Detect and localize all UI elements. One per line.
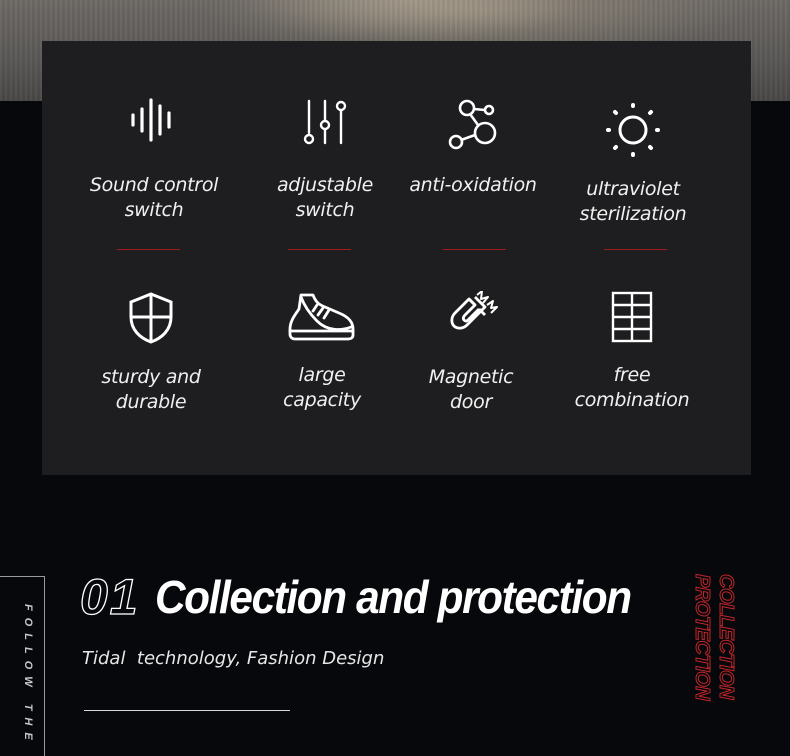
- side-text: FOLLOW THE: [22, 604, 34, 747]
- feature-label-line1: Sound control: [89, 174, 219, 196]
- feature-label-line2: switch: [295, 199, 355, 221]
- feature-divider: [443, 249, 506, 250]
- shield-icon: [127, 291, 175, 345]
- shoe-icon: [287, 291, 357, 343]
- feature-label-line2: durable: [115, 391, 187, 413]
- feature-divider: [117, 249, 180, 250]
- feature-label-line2: combination: [574, 389, 690, 411]
- feature-label-line2: sterilization: [579, 203, 687, 225]
- feature-divider: [288, 249, 351, 250]
- feature-magnetic-door: [392, 291, 550, 415]
- feature-label-line1: ultraviolet: [586, 178, 680, 200]
- feature-label-line1: sturdy and: [101, 366, 201, 388]
- feature-label-line1: free: [613, 364, 651, 386]
- feature-adjustable: [246, 97, 404, 223]
- vertical-word-protection: PROTECTION: [691, 574, 713, 701]
- subtitle-underline: [84, 710, 290, 711]
- section-number: 01: [80, 569, 140, 625]
- feature-label-line1: adjustable: [276, 174, 374, 196]
- feature-label-line1: anti-oxidation: [409, 174, 537, 196]
- feature-label-line1: large: [298, 364, 346, 386]
- grid-icon: [611, 291, 653, 343]
- sliders-icon: [300, 97, 350, 147]
- section-title: Collection and protection: [155, 571, 631, 623]
- sound-wave-icon: [129, 97, 179, 143]
- sun-icon: [603, 97, 663, 159]
- feature-sound-control: [75, 97, 233, 223]
- section-subtitle: Tidal technology, Fashion Design: [82, 648, 385, 669]
- feature-label-line2: switch: [124, 199, 184, 221]
- feature-label-line1: Magnetic: [428, 366, 514, 388]
- feature-divider: [604, 249, 667, 250]
- molecule-icon: [445, 97, 501, 151]
- feature-label-line2: capacity: [283, 389, 361, 411]
- feature-uv: [554, 97, 712, 227]
- vertical-word-collection: COLLECTION: [715, 574, 737, 699]
- magnet-icon: [443, 291, 499, 345]
- feature-sturdy: [72, 291, 230, 415]
- feature-label-line2: door: [450, 391, 492, 413]
- feature-anti-oxidation: [394, 97, 552, 198]
- feature-free-combination: [553, 291, 711, 413]
- feature-large-capacity: [243, 291, 401, 413]
